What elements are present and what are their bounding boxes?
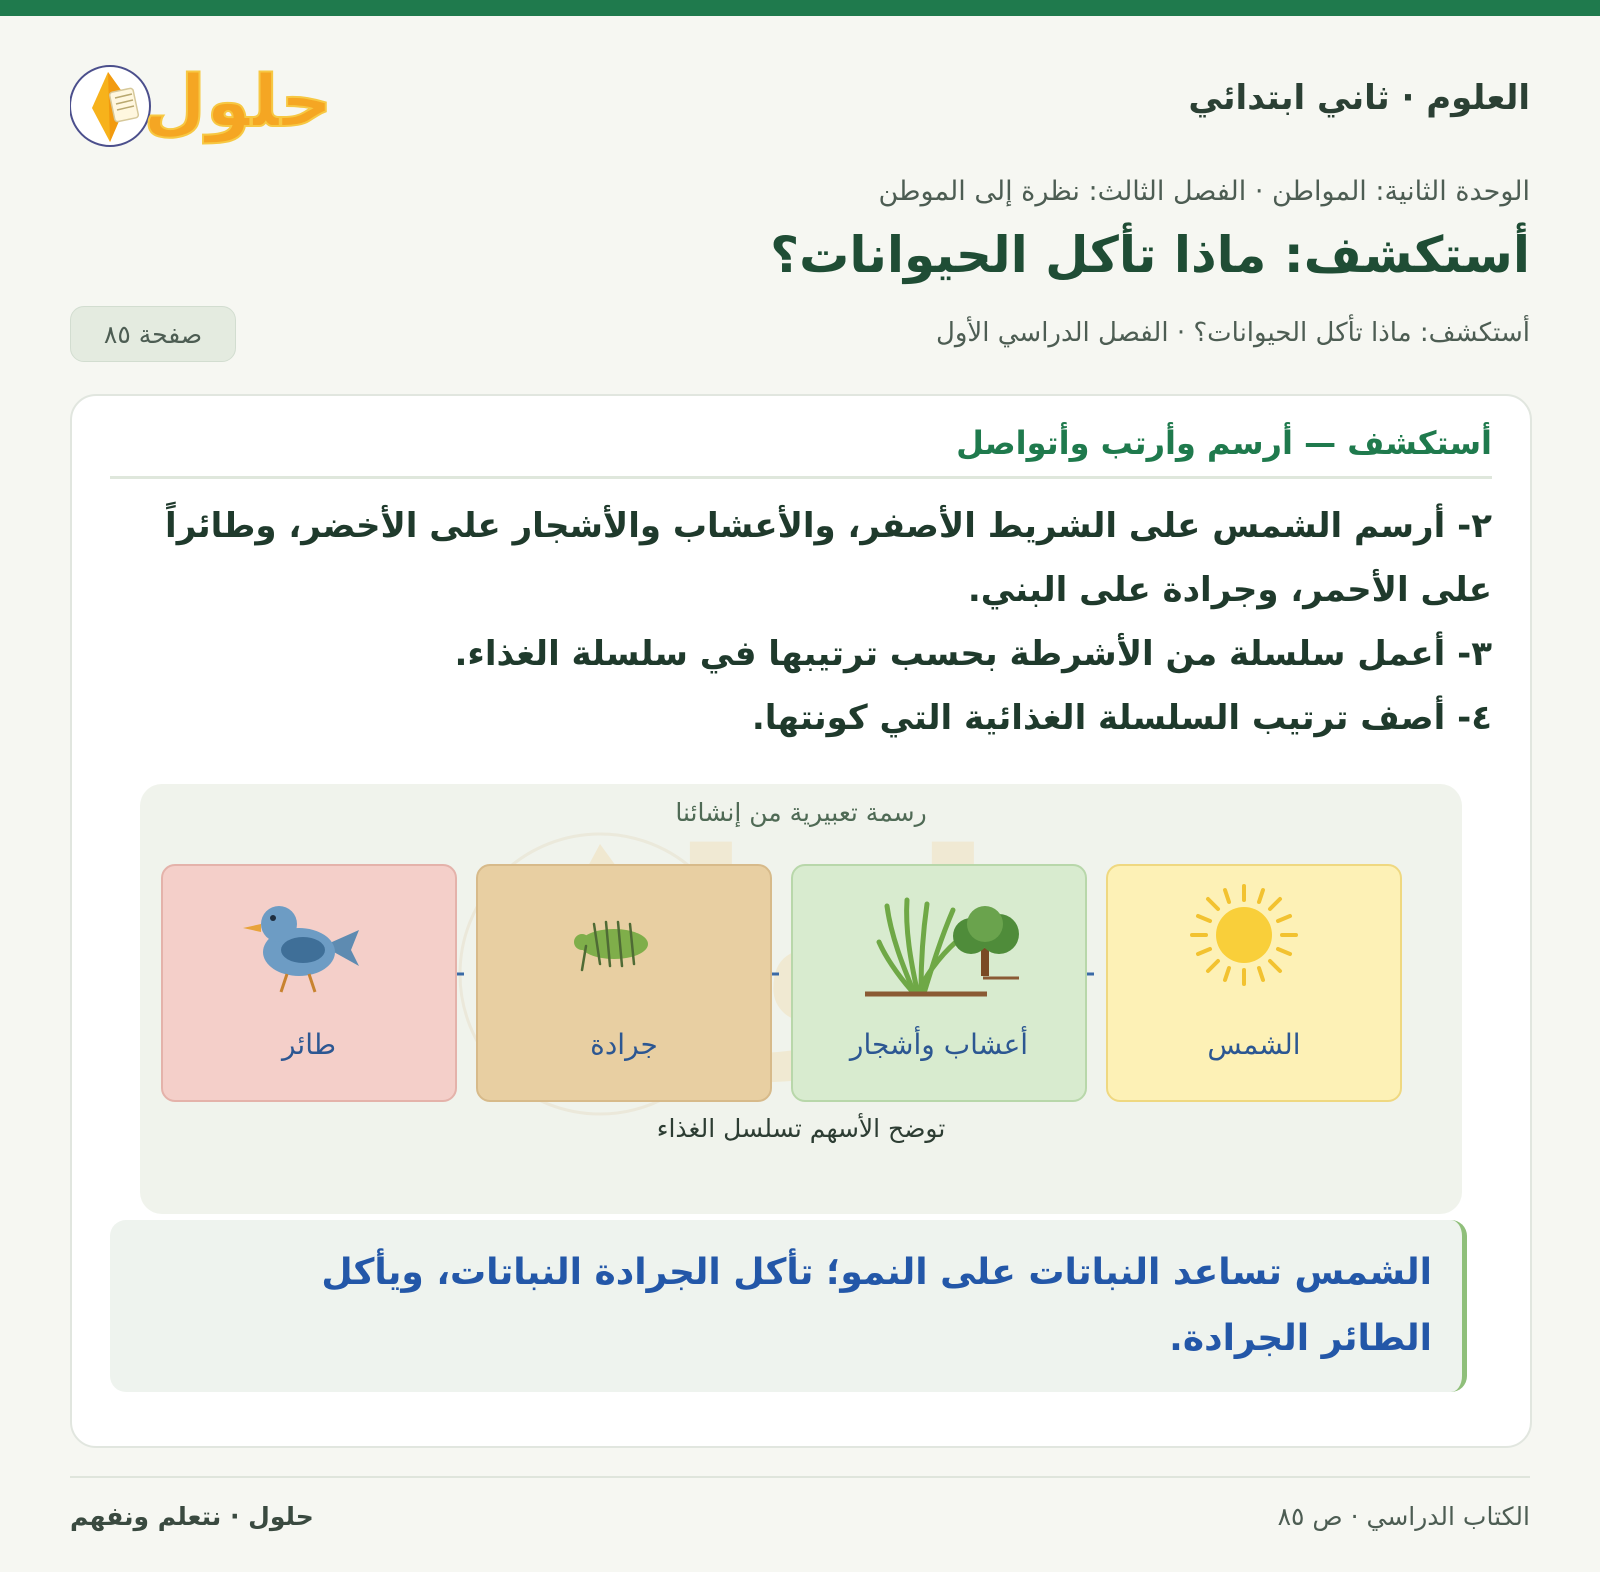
food-chain-box-plants	[791, 864, 1087, 1102]
footer-divider	[70, 1476, 1530, 1478]
box-label: أعشاب وأشجار	[849, 1028, 1029, 1061]
subject-title: العلوم · ثاني ابتدائي	[1188, 78, 1530, 118]
food-chain-diagram	[140, 784, 1462, 1214]
top-accent-bar	[0, 0, 1600, 16]
card-heading	[110, 422, 1492, 479]
steps-list	[110, 494, 1492, 750]
explore-card	[70, 394, 1532, 1448]
footer-brand: حلول · نتعلم ونفهم	[70, 1502, 314, 1531]
hulul-logo[interactable]	[70, 46, 340, 156]
food-chain-box-locust	[476, 864, 772, 1102]
lesson-meta: أستكشف: ماذا تأكل الحيوانات؟ · الفصل الدراسي الأول	[935, 318, 1530, 348]
box-label: طائر	[281, 1028, 337, 1061]
logo-wordmark: حلول	[143, 59, 333, 143]
plants-icon	[793, 866, 1085, 1026]
footer-page-ref: الكتاب الدراسي · ص ٨٥	[1277, 1502, 1530, 1531]
step-item: ٤- أصف ترتيب السلسلة الغذائية التي كونتها.	[751, 698, 1492, 738]
diagram-caption: توضح الأسهم تسلسل الغذاء	[656, 1114, 946, 1143]
conclusion-text: الشمس تساعد النباتات على النمو؛ تأكل الجرادة النباتات، ويأكل الطائر الجرادة.	[321, 1252, 1432, 1359]
step-item: ٢- أرسم الشمس على الشريط الأصفر، والأعشاب والأشجار على الأخضر، وطائراً على الأحمر، وجرادة على البني.	[165, 506, 1492, 610]
food-chain-box-sun	[1106, 864, 1402, 1102]
diagram-caption: رسمة تعبيرية من إنشائنا	[675, 798, 927, 827]
header	[70, 46, 1530, 164]
card-heading-text: أستكشف — أرسم وأرتب وأتواصل	[956, 424, 1492, 462]
sun-icon	[1108, 866, 1400, 1026]
bird-icon	[163, 866, 455, 1026]
box-label: الشمس	[1207, 1028, 1301, 1061]
box-label: جرادة	[590, 1028, 658, 1061]
breadcrumb: الوحدة الثانية: المواطن · الفصل الثالث: نظرة إلى الموطن	[878, 176, 1530, 207]
page-title: أستكشف: ماذا تأكل الحيوانات؟	[770, 226, 1530, 284]
locust-icon	[478, 866, 770, 1026]
conclusion-box	[110, 1220, 1467, 1392]
food-chain-box-bird	[161, 864, 457, 1102]
step-item: ٣- أعمل سلسلة من الأشرطة بحسب ترتيبها في سلسلة الغذاء.	[454, 634, 1492, 674]
meta-row	[70, 306, 1530, 366]
page-number-badge: صفحة ٨٥	[70, 306, 236, 362]
